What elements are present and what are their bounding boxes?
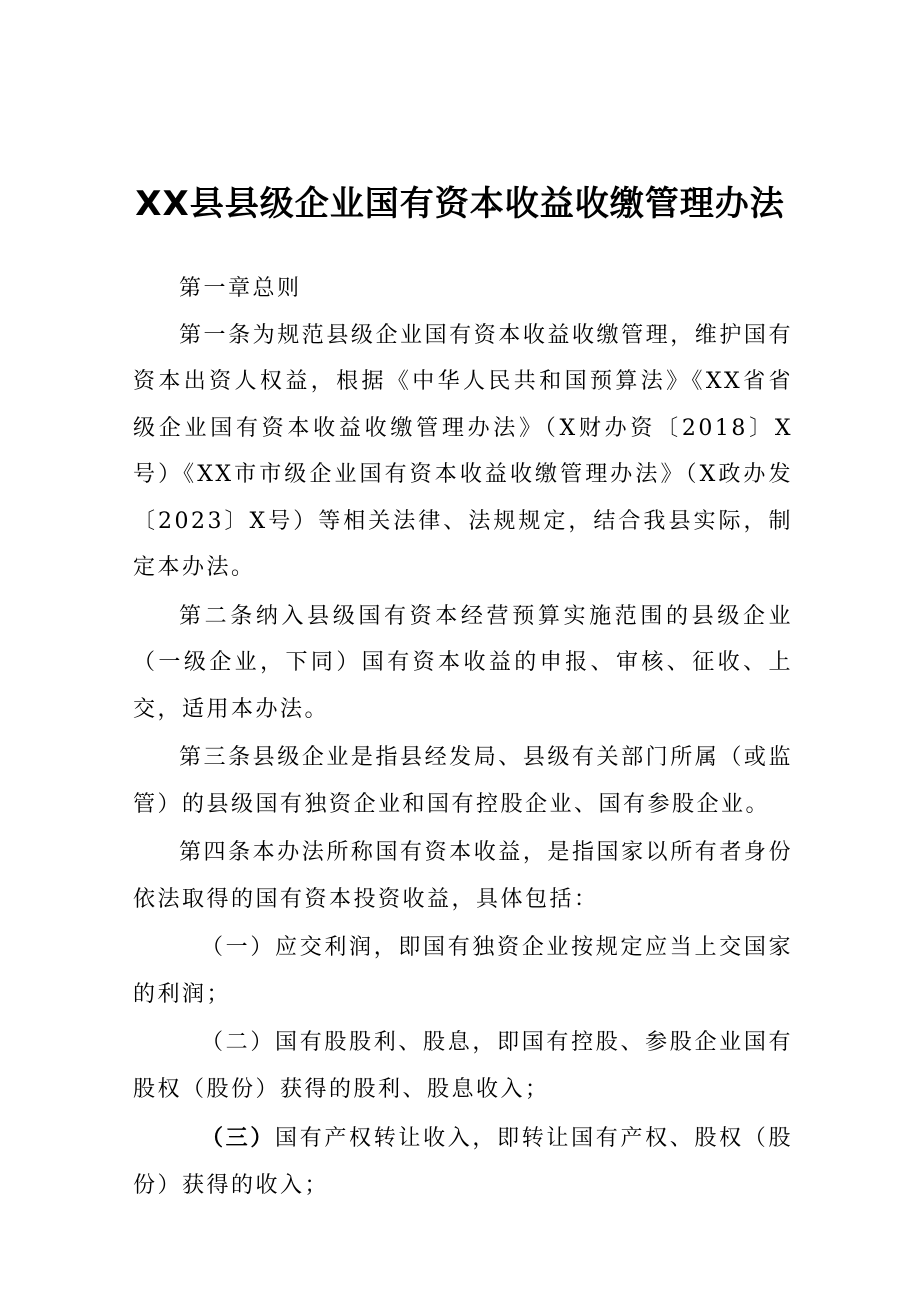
document-body	[133, 266, 793, 1209]
article-4-item-3	[133, 1115, 793, 1209]
item-3-prefix: （三）	[201, 1125, 276, 1151]
article-2: 第二条纳入县级国有资本经营预算实施范围的县级企业（一级企业，下同）国有资本收益的申报、审核、征收、上交，适用本办法。	[133, 603, 793, 722]
article-4: 第四条本办法所称国有资本收益，是指国家以所有者身份依法取得的国有资本投资收益，具体包括：	[133, 840, 793, 912]
article-4-item-1: （一）应交利润，即国有独资企业按规定应当上交国家的利润；	[133, 935, 793, 1007]
document-title: XX县县级企业国有资本收益收缴管理办法	[135, 184, 785, 224]
item-3-text: 国有产权转让收入，即转让国有产权、股权（股份）获得的收入；	[133, 1126, 793, 1198]
article-3: 第三条县级企业是指县经发局、县级有关部门所属（或监管）的县级国有独资企业和国有控股企业、国有参股企业。	[133, 745, 793, 817]
article-4-item-2: （二）国有股股利、股息，即国有控股、参股企业国有股权（股份）获得的股利、股息收入；	[133, 1030, 793, 1102]
chapter-heading: 第一章总则	[179, 276, 302, 301]
article-1: 第一条为规范县级企业国有资本收益收缴管理，维护国有资本出资人权益，根据《中华人民共和国预算法》《XX省省级企业国有资本收益收缴管理办法》（X财办资〔2018〕X号）《XX市市级企业国有资本收益收缴管理办法》（X政办发〔2023〕X号）等相关法律、法规规定，结合我县实际，制定本办法。	[133, 322, 793, 580]
